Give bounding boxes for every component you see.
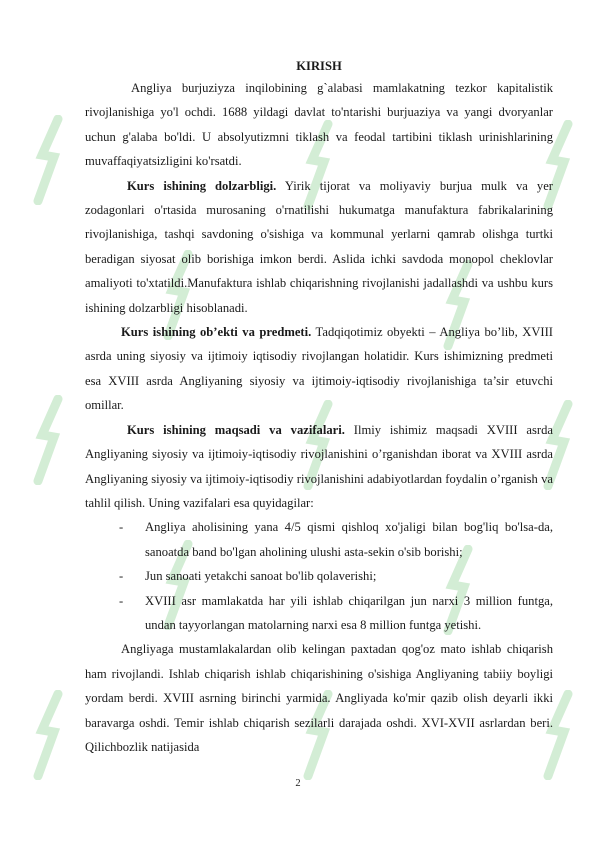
relevance-paragraph xyxy=(85,174,553,320)
tasks-list xyxy=(85,515,553,637)
document-body xyxy=(85,56,553,759)
object-heading: Kurs ishining ob’ekti va predmeti. xyxy=(121,325,312,340)
goals-paragraph xyxy=(85,418,553,516)
object-paragraph xyxy=(85,320,553,418)
object-text: Tadqiqotimiz obyekti – Angliya bo’lib, XVIII asrda uning siyosiy va ijtimoiy iqtisodiy rivojlangan holatidir. Kurs ishimizning predmeti esa XVIII asrda Angliyaning siyosiy va ijtimoiy-iqtisodiy rivojlanishiga ta’sir etuvchi omillar. xyxy=(85,325,553,413)
relevance-heading: Kurs ishining dolzarbligi. xyxy=(127,178,277,193)
goals-heading: Kurs ishining maqsadi va vazifalari. xyxy=(127,422,345,437)
watermark-mark-icon xyxy=(30,395,70,485)
watermark-mark-icon xyxy=(30,115,70,205)
list-item-text: XVIII asr mamlakatda har yili ishlab chiqarilgan jun narxi 3 million funtga, undan tayyorlangan matolarning narxi esa 8 million funtga yetishi. xyxy=(145,593,553,632)
list-item xyxy=(119,515,553,564)
list-dash: - xyxy=(119,520,124,535)
list-item-text: Jun sanoati yetakchi sanoat bo'lib qolaverishi; xyxy=(145,569,377,584)
page-number: 2 xyxy=(295,778,301,789)
relevance-text: Yirik tijorat va moliyaviy burjua mulk va yer zodagonlari o'rtasida murosaning o'rnatilishi hukumatga manufaktura fabrikalarining rivojlanishiga, tashqi savdoning o'sishiga va kommunal yerlarni qamrab olishga turtki beradigan siyosat olib borishiga imkon berdi. Aslida ichki savdoda monopol cheklovlar amaliyoti to'xtatildi.Manufaktura ishlab chiqarishning rivojlanishi jadallashdi va ushbu kurs ishining dolzarbligi hisoblanadi. xyxy=(85,178,553,315)
list-dash: - xyxy=(119,593,124,608)
page-title: KIRISH xyxy=(296,59,342,73)
list-item-text: Angliya aholisining yana 4/5 qismi qishloq xo'jaligi bilan bog'liq bo'lsa-da, sanoatda band bo'lgan aholining ulushi asta-sekin o'sib borishi; xyxy=(145,520,553,559)
closing-paragraph: Angliyaga mustamlakalardan olib kelingan paxtadan qog'oz mato ishlab chiqarish ham rivojlandi. Ishlab chiqarish ishlab chiqarishining o'sishiga Angliyaning tabiiy boyligi yordam berdi. XVIII asrning birinchi yarmida. Angliyada ko'mir qazib olish deyarli ikki baravarga oshdi. Temir ishlab chiqarish sezilarli darajada oshdi. XVI-XVII asrlardan beri. Qilichbozlik natijasida xyxy=(85,642,553,754)
goals-text: Ilmiy ishimiz maqsadi XVIII asrda Angliyaning siyosiy va ijtimoiy-iqtisodiy rivojlanishini o’rganishdan iborat va XVIII asrda Angliyaning siyosiy va ijtimoiy-iqtisodiy rivojlanishini adabiyotlardan foydalin o’rganish va tahlil qilish. Uning vazifalari esa quyidagilar: xyxy=(85,422,553,510)
list-dash: - xyxy=(119,569,124,584)
list-item xyxy=(119,589,553,638)
watermark-mark-icon xyxy=(30,690,70,780)
list-item xyxy=(119,564,553,588)
intro-paragraph: Angliya burjuziyza inqilobining g`alabasi mamlakatning tezkor kapitalistik rivojlanishiga yo'l ochdi. 1688 yildagi davlat to'ntarishi burjuaziya va yangi dvoryanlar uchun g'alaba bo'ldi. U absolyutizmni tiklash va feodal tartibini tiklash urinishlarining muvaffaqiyatsizligini ko'rsatdi. xyxy=(85,81,553,169)
